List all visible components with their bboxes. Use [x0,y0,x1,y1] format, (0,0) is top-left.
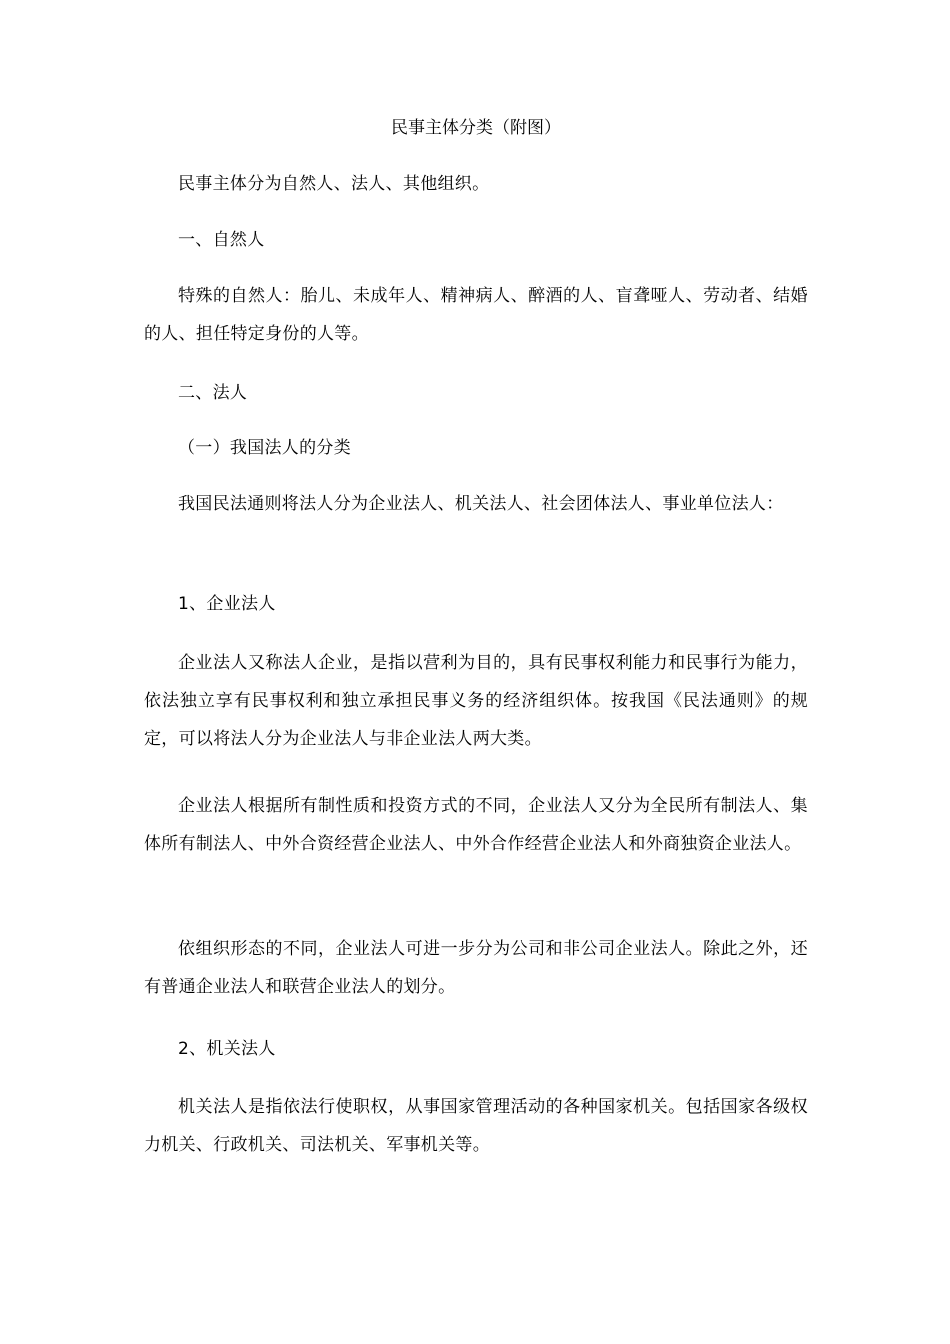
heading-organ-legal-person: 2、机关法人 [178,1039,276,1059]
paragraph-enterprise-form: 依组织形态的不同，企业法人可进一步分为公司和非公司企业法人。除此之外，还有普通企业法人和联营企业法人的划分。 [144,939,808,997]
paragraph-organ-legal-person: 机关法人是指依法行使职权，从事国家管理活动的各种国家机关。包括国家各级权力机关、行政机关、司法机关、军事机关等。 [144,1097,808,1155]
paragraph-civil-law-classification: 我国民法通则将法人分为企业法人、机关法人、社会团体法人、事业单位法人： [178,494,784,514]
paragraph-enterprise-definition: 企业法人又称法人企业，是指以营利为目的，具有民事权利能力和民事行为能力，依法独立享有民事权利和独立承担民事义务的经济组织体。按我国《民法通则》的规定，可以将法人分为企业法人与非企业法人两大类。 [144,653,808,749]
heading-enterprise-legal-person: 1、企业法人 [178,594,276,614]
paragraph-enterprise-ownership: 企业法人根据所有制性质和投资方式的不同，企业法人又分为全民所有制法人、集体所有制法人、中外合资经营企业法人、中外合作经营企业法人和外商独资企业法人。 [144,796,808,854]
heading-legal-person: 二、法人 [178,383,248,403]
document-title: 民事主体分类（附图） [391,118,561,138]
paragraph-special-natural-person: 特殊的自然人：胎儿、未成年人、精神病人、醉酒的人、盲聋哑人、劳动者、结婚的人、担任特定身份的人等。 [144,286,808,344]
heading-legal-person-classification: （一）我国法人的分类 [178,438,351,458]
paragraph-intro: 民事主体分为自然人、法人、其他组织。 [178,174,490,194]
heading-natural-person: 一、自然人 [178,230,265,250]
